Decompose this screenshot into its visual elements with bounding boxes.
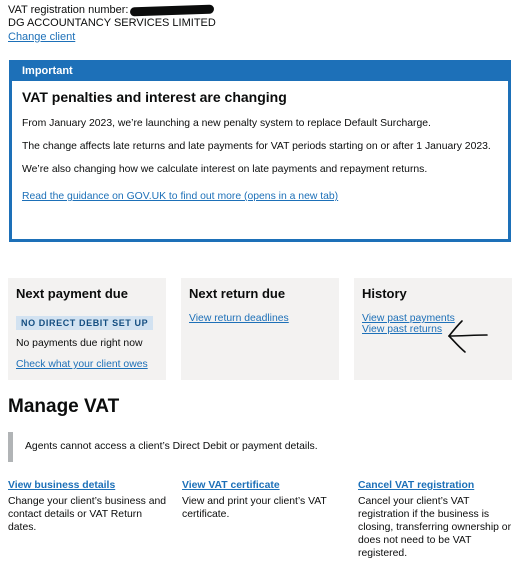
guidance-link[interactable]: Read the guidance on GOV.UK to find out more (opens in a new tab) (22, 191, 339, 202)
banner-heading: Important (12, 63, 508, 81)
banner-paragraph: The change affects late returns and late payments for VAT periods starting on or after 1 January 2023. (22, 141, 491, 152)
card-title: Next return due (189, 286, 286, 301)
banner-paragraph: From January 2023, we’re launching a new penalty system to replace Default Surcharge. (22, 118, 431, 129)
view-past-payments-link[interactable]: View past payments (362, 313, 455, 324)
view-business-details-link[interactable]: View business details (8, 480, 116, 491)
card-title: Next payment due (16, 286, 128, 301)
card-title: History (362, 286, 407, 301)
manage-column (358, 479, 513, 560)
cancel-vat-registration-link[interactable]: Cancel VAT registration (358, 480, 475, 491)
banner-paragraph: We’re also changing how we calculate interest on late payments and repayment returns. (22, 164, 428, 175)
next-payment-card (8, 278, 166, 380)
banner-title: VAT penalties and interest are changing (22, 89, 287, 105)
column-description: Change your client’s business and contact details or VAT Return dates. (8, 496, 167, 533)
column-description: Cancel your client’s VAT registration if the business is closing, transferring ownership or does not need to be VAT registered. (358, 496, 512, 559)
hand-drawn-arrow-icon (445, 318, 489, 354)
view-past-returns-link[interactable]: View past returns (362, 324, 443, 335)
column-description: View and print your client’s VAT certificate. (182, 496, 327, 520)
company-name: DG ACCOUNTANCY SERVICES LIMITED (8, 17, 216, 29)
vat-registration-line (8, 4, 214, 16)
important-banner (9, 60, 511, 242)
redaction-mark (130, 4, 214, 16)
change-client-link[interactable]: Change client (8, 31, 76, 43)
check-client-owes-link[interactable]: Check what your client owes (16, 359, 148, 370)
banner-body (12, 81, 508, 204)
view-vat-certificate-link[interactable]: View VAT certificate (182, 480, 280, 491)
next-return-card (181, 278, 339, 380)
payment-status: No payments due right now (16, 338, 143, 349)
view-return-deadlines-link[interactable]: View return deadlines (189, 313, 289, 324)
manage-column (8, 479, 168, 534)
manage-vat-heading: Manage VAT (8, 396, 120, 417)
manage-column (182, 479, 342, 521)
inset-text: Agents cannot access a client’s Direct Debit or payment details. (8, 432, 508, 462)
status-badge: NO DIRECT DEBIT SET UP (16, 316, 153, 330)
vat-registration-label: VAT registration number: (8, 4, 129, 16)
